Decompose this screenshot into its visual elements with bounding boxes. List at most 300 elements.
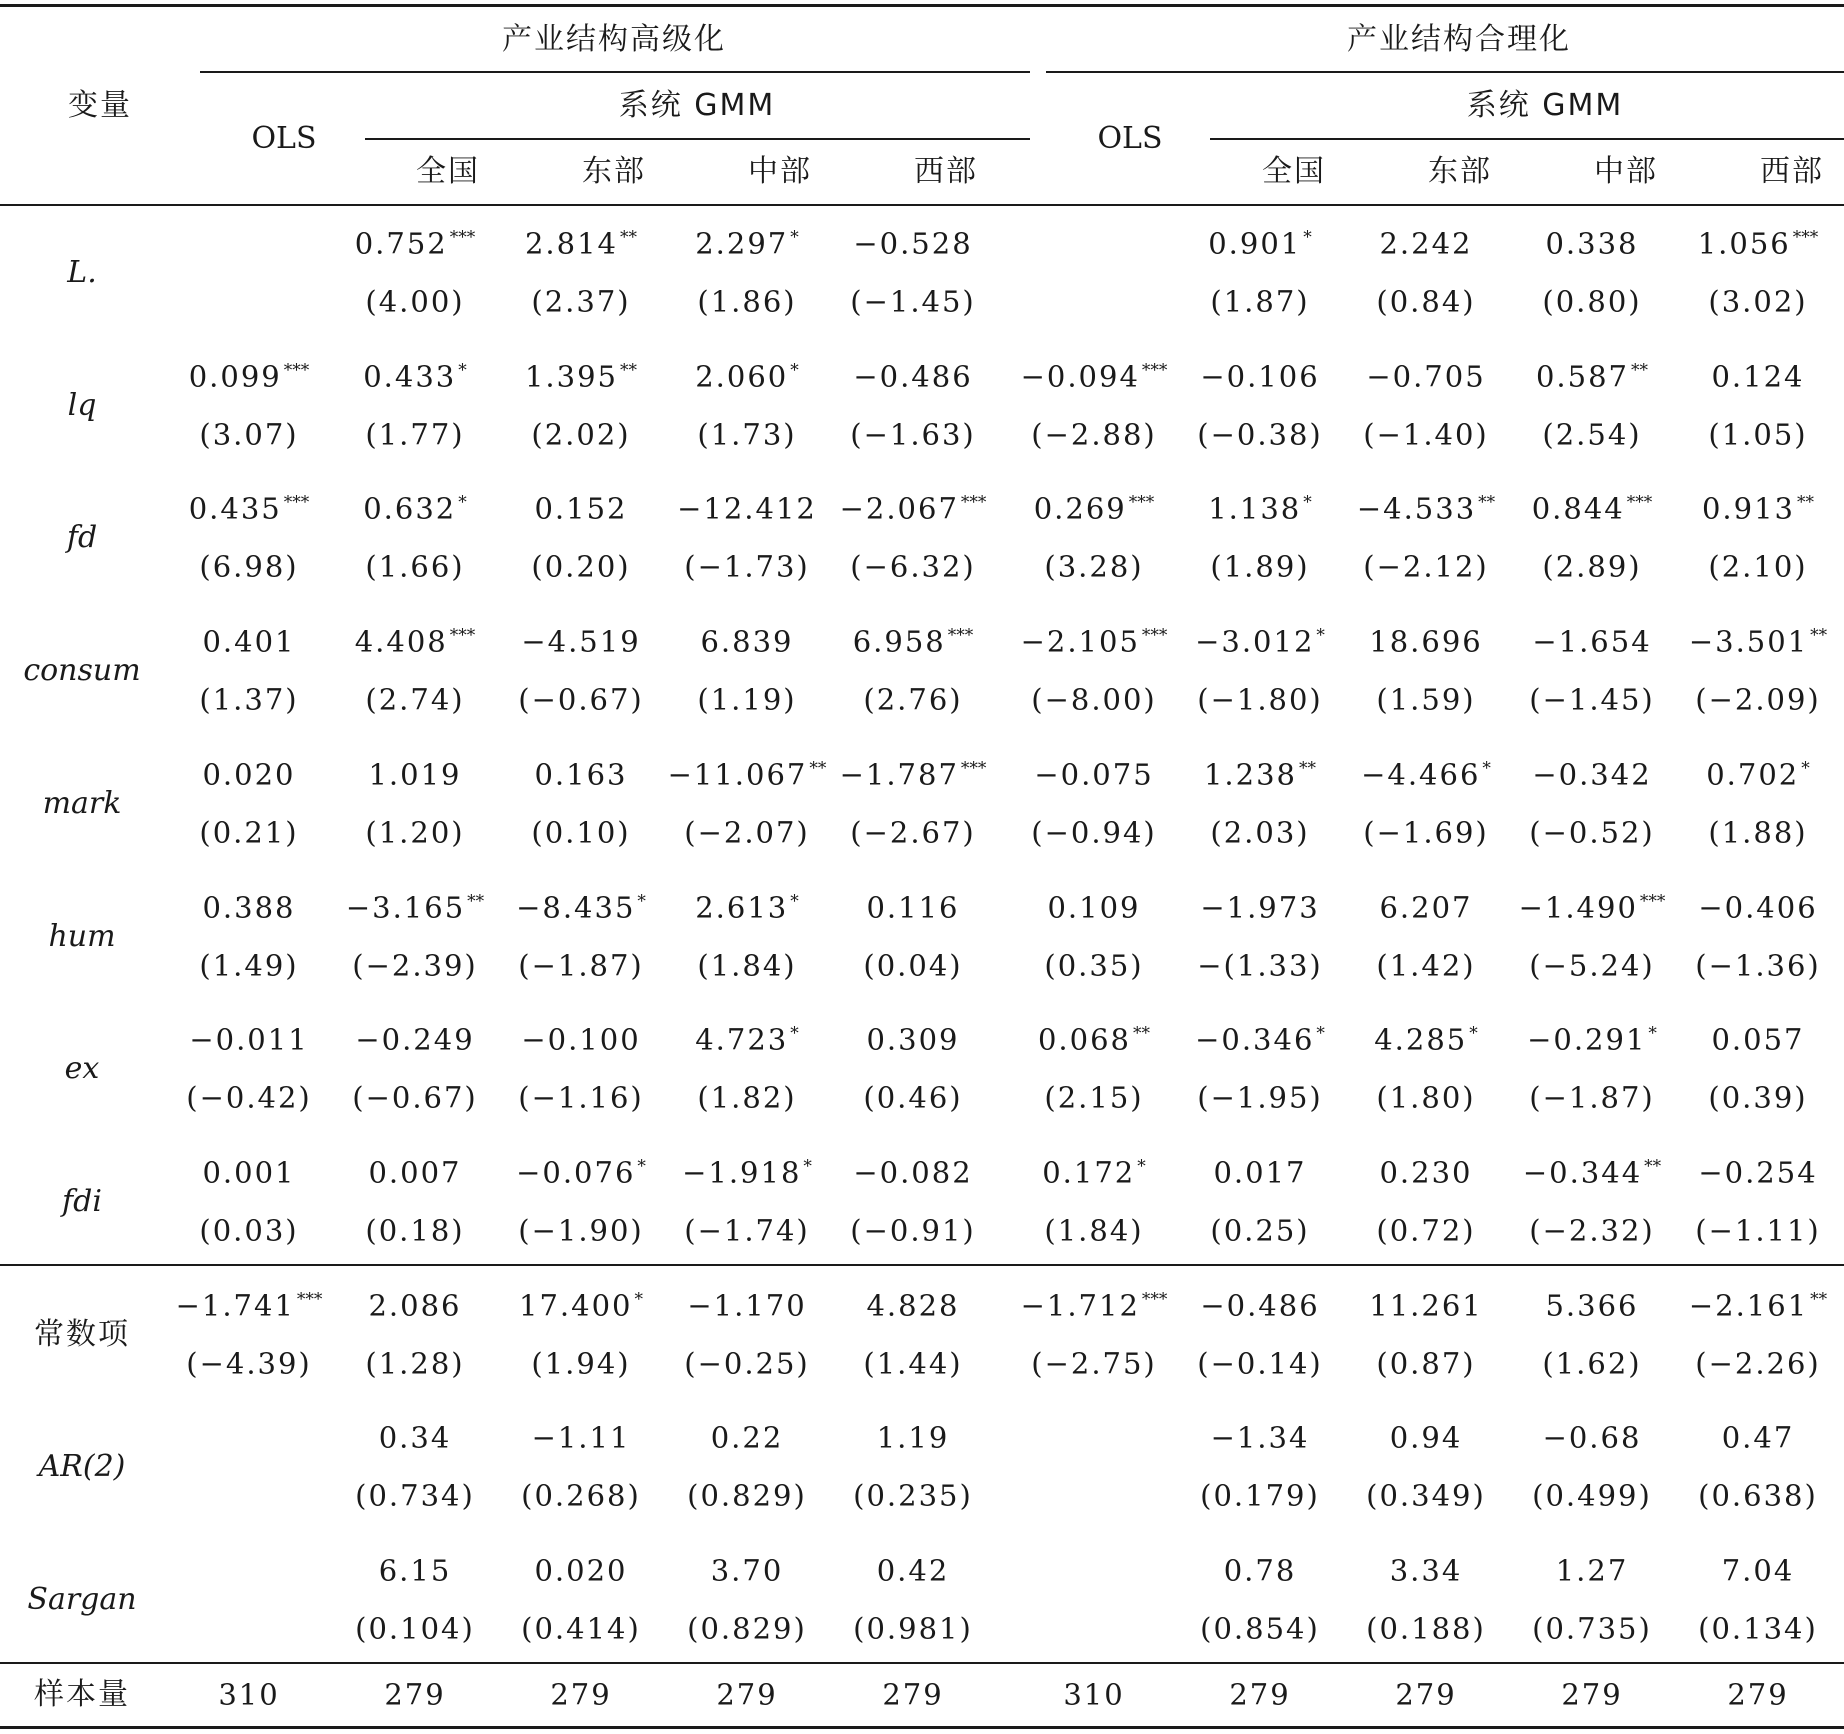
coefficient-value: −0.528 [853, 226, 973, 261]
sample-size-value: 279 [1229, 1677, 1291, 1712]
coefficient-value: 0.017 [1213, 1155, 1307, 1190]
significance-stars: ** [467, 891, 485, 911]
t-statistic-value: (0.03) [199, 1213, 299, 1248]
t-statistic-value: (−0.38) [1197, 417, 1323, 452]
coefficient-value: 1.19 [876, 1420, 950, 1455]
coefficient-value: −0.076 * [516, 1155, 646, 1190]
t-statistic-value: (−1.90) [518, 1213, 644, 1248]
header-gmm-advanced: 系统 GMM [618, 88, 776, 123]
variable-label: lq [67, 387, 97, 423]
header-region-national-a: 全国 [416, 154, 480, 189]
coefficient-value: 0.78 [1223, 1553, 1297, 1588]
coefficient-value: 2.613 * [695, 890, 799, 924]
header-gmm-rational: 系统 GMM [1466, 88, 1624, 123]
coefficient-value: −0.346 * [1195, 1022, 1325, 1057]
t-statistic-value: (−0.25) [684, 1346, 810, 1381]
t-statistic-value: (−1.16) [518, 1080, 644, 1115]
coefficient-value: 0.587 ** [1535, 359, 1649, 394]
significance-stars: * [790, 1023, 799, 1044]
t-statistic-value: (3.07) [199, 417, 299, 452]
coefficient-value: 1.138 * [1208, 491, 1312, 526]
t-statistic-value: (−0.91) [850, 1213, 976, 1248]
significance-stars: * [1482, 758, 1491, 779]
coefficient-value: 0.632 * [363, 491, 467, 526]
t-statistic-value: (1.28) [365, 1346, 465, 1381]
t-statistic-value: (−4.39) [186, 1346, 312, 1381]
coefficient-value: 0.068 ** [1037, 1022, 1151, 1057]
significance-stars: * [1316, 1023, 1325, 1044]
coefficient-value: −1.490 *** [1518, 890, 1666, 924]
header-group-advanced: 产业结构高级化 [502, 22, 726, 57]
coefficient-value: −0.342 [1532, 757, 1652, 792]
coefficient-value: 0.22 [710, 1420, 784, 1455]
coefficient-value: −4.533 ** [1356, 491, 1496, 526]
t-statistic-value: (−1.63) [850, 417, 976, 452]
significance-stars: *** [1128, 492, 1155, 513]
t-statistic-value: (4.00) [365, 284, 465, 319]
significance-stars: *** [449, 227, 476, 248]
significance-stars: * [1316, 625, 1325, 646]
t-statistic-value: (0.35) [1044, 948, 1144, 982]
header-region-east-a: 东部 [582, 154, 646, 189]
coefficient-value: 4.723 * [695, 1022, 799, 1057]
coefficient-value: −0.254 [1698, 1155, 1818, 1190]
t-statistic-value: (0.349) [1366, 1478, 1486, 1513]
t-statistic-value: (0.20) [531, 549, 631, 584]
sample-size-value: 279 [1727, 1677, 1789, 1712]
t-statistic-value: (−1.87) [1529, 1080, 1655, 1115]
t-statistic-value: (0.39) [1708, 1080, 1808, 1115]
variable-label: fd [66, 520, 98, 556]
t-statistic-value: (0.104) [355, 1611, 475, 1646]
t-statistic-value: (0.188) [1366, 1611, 1486, 1646]
t-statistic-value: (0.21) [199, 815, 299, 850]
significance-stars: * [637, 1156, 646, 1177]
coefficient-value: −0.486 [853, 359, 973, 394]
significance-stars: *** [1141, 360, 1168, 381]
significance-stars: *** [960, 758, 987, 779]
t-statistic-value: (0.829) [687, 1611, 807, 1646]
coefficient-value: −0.075 [1034, 757, 1154, 792]
t-statistic-value: (3.28) [1044, 549, 1144, 584]
t-statistic-value: (3.02) [1708, 284, 1808, 319]
t-statistic-value: (−0.67) [518, 682, 644, 717]
t-statistic-value: (−1.73) [684, 549, 810, 584]
t-statistic-value: (−0.67) [352, 1080, 478, 1115]
sample-size-value: 279 [384, 1677, 446, 1712]
t-statistic-value: (1.82) [697, 1080, 797, 1115]
t-statistic-value: (0.414) [521, 1611, 641, 1646]
coefficient-value: 0.913 ** [1701, 491, 1815, 526]
coefficient-value: 2.060 * [695, 359, 799, 394]
coefficient-value: −0.68 [1542, 1420, 1642, 1455]
t-statistic-value: (1.05) [1708, 417, 1808, 452]
coefficient-value: 0.433 * [363, 359, 467, 394]
t-statistic-value: (1.49) [199, 948, 299, 982]
sample-size-value: 279 [716, 1677, 778, 1712]
group-rule-advanced [200, 71, 1030, 73]
t-statistic-value: (0.829) [687, 1478, 807, 1513]
significance-stars: * [1303, 227, 1312, 248]
t-statistic-value: (0.179) [1200, 1478, 1320, 1513]
t-statistic-value: (1.19) [697, 682, 797, 717]
header-bottom-rule [0, 204, 1844, 206]
coefficient-value: −1.787 *** [839, 757, 987, 792]
coefficient-value: −1.170 [687, 1288, 807, 1323]
t-statistic-value: (−2.88) [1031, 417, 1157, 452]
coefficient-value: −0.249 [355, 1022, 475, 1057]
t-statistic-value: (6.98) [199, 549, 299, 584]
coefficient-value: 0.435 *** [188, 491, 310, 526]
significance-stars: ** [1299, 758, 1317, 779]
header-region-west-r: 西部 [1760, 154, 1824, 189]
header-region-east-r: 东部 [1428, 154, 1492, 189]
t-statistic-value: (1.59) [1376, 682, 1476, 717]
variable-label: 常数项 [34, 1316, 130, 1352]
coefficient-value: −3.501 ** [1688, 624, 1828, 659]
significance-stars: * [1137, 1156, 1146, 1177]
t-statistic-value: (0.134) [1698, 1611, 1818, 1646]
t-statistic-value: (0.981) [853, 1611, 973, 1646]
significance-stars: *** [947, 625, 974, 646]
coefficient-value: 0.099 *** [188, 359, 310, 394]
coefficient-value: 0.163 [534, 757, 628, 792]
t-statistic-value: (−1.40) [1363, 417, 1489, 452]
t-statistic-value: (−0.14) [1197, 1346, 1323, 1381]
t-statistic-value: (1.44) [863, 1346, 963, 1381]
t-statistic-value: (1.84) [1044, 1213, 1144, 1248]
coefficient-value: 0.020 [202, 757, 296, 792]
coefficient-value: −1.712 *** [1020, 1288, 1168, 1323]
t-statistic-value: (−1.80) [1197, 682, 1323, 717]
variable-label: AR(2) [38, 1449, 126, 1485]
variable-label: hum [48, 918, 116, 954]
bottom-rule [0, 1726, 1844, 1729]
t-statistic-value: (−1.45) [850, 284, 976, 319]
coefficient-value: 0.844 *** [1531, 491, 1653, 526]
coefficient-value: 1.019 [368, 757, 462, 792]
significance-stars: * [790, 360, 799, 381]
coefficient-value: 0.34 [378, 1420, 452, 1455]
t-statistic-value: (0.10) [531, 815, 631, 850]
significance-stars: *** [1792, 227, 1819, 248]
t-statistic-value: (−2.26) [1695, 1346, 1821, 1381]
significance-stars: * [1469, 1023, 1478, 1044]
t-statistic-value: (2.02) [531, 417, 631, 452]
coefficient-value: 0.752 *** [354, 226, 476, 261]
t-statistic-value: (−2.39) [352, 948, 478, 982]
coefficient-value: 0.94 [1389, 1420, 1463, 1455]
significance-stars: *** [1141, 1289, 1168, 1310]
t-statistic-value: (−2.67) [850, 815, 976, 850]
significance-stars: *** [283, 360, 310, 381]
coefficient-value: 2.086 [368, 1288, 462, 1323]
t-statistic-value: (1.66) [365, 549, 465, 584]
variable-label: consum [23, 653, 141, 689]
header-group-rational: 产业结构合理化 [1347, 22, 1571, 57]
group-rule-rational [1046, 71, 1844, 73]
t-statistic-value: (0.84) [1376, 284, 1476, 319]
coefficient-value: 4.408 *** [354, 624, 476, 659]
t-statistic-value: (1.80) [1376, 1080, 1476, 1115]
t-statistic-value: (−5.24) [1529, 948, 1655, 982]
coefficient-value: −4.519 [521, 624, 641, 659]
significance-stars: *** [283, 492, 310, 513]
coefficient-value: −0.486 [1200, 1288, 1320, 1323]
significance-stars: * [1801, 758, 1810, 779]
significance-stars: ** [620, 360, 638, 381]
t-statistic-value: (−1.45) [1529, 682, 1655, 717]
significance-stars: ** [1133, 1023, 1151, 1044]
sample-size-value: 310 [218, 1677, 280, 1712]
t-statistic-value: (−2.07) [684, 815, 810, 850]
coefficient-value: 0.057 [1711, 1022, 1805, 1057]
t-statistic-value: (−0.94) [1031, 815, 1157, 850]
coefficient-value: 1.27 [1555, 1553, 1629, 1588]
coefficient-value: 17.400 * [519, 1288, 643, 1323]
coefficient-value: 3.70 [710, 1553, 784, 1588]
significance-stars: *** [296, 1289, 323, 1310]
coefficient-value: −0.011 [189, 1022, 309, 1057]
coefficient-value: 0.269 *** [1033, 491, 1155, 526]
coefficient-value: 0.702 * [1706, 757, 1810, 792]
gmm-rule-advanced [365, 138, 1030, 140]
significance-stars: * [1303, 492, 1312, 513]
t-statistic-value: (1.87) [1210, 284, 1310, 319]
coefficient-value: 0.388 [202, 890, 296, 924]
header-region-central-r: 中部 [1594, 154, 1658, 189]
gmm-rule-rational [1210, 138, 1844, 140]
coefficient-value: 6.207 [1379, 890, 1473, 924]
significance-stars: * [803, 1156, 812, 1177]
t-statistic-value: (0.499) [1532, 1478, 1652, 1513]
variable-label: fdi [62, 1183, 102, 1219]
significance-stars: ** [809, 758, 827, 779]
t-statistic-value: (−1.36) [1695, 948, 1821, 982]
t-statistic-value: (−1.95) [1197, 1080, 1323, 1115]
coefficient-value: 0.230 [1379, 1155, 1473, 1190]
significance-stars: *** [960, 492, 987, 513]
coefficient-value: 0.152 [534, 491, 628, 526]
t-statistic-value: (1.73) [697, 417, 797, 452]
t-statistic-value: (2.15) [1044, 1080, 1144, 1115]
significance-stars: *** [1639, 891, 1666, 911]
t-statistic-value: (0.638) [1698, 1478, 1818, 1513]
header-ols-rational: OLS [1097, 121, 1163, 156]
t-statistic-value: (0.80) [1542, 284, 1642, 319]
coefficient-value: 2.242 [1379, 226, 1473, 261]
coefficient-value: 0.309 [866, 1022, 960, 1057]
t-statistic-value: (−6.32) [850, 549, 976, 584]
coefficient-value: −3.165 ** [345, 890, 485, 924]
diagnostics-bottom-rule [0, 1662, 1844, 1664]
t-statistic-value: (1.88) [1708, 815, 1808, 850]
t-statistic-value: (−2.09) [1695, 682, 1821, 717]
variable-label: L. [67, 255, 97, 290]
significance-stars: ** [620, 227, 638, 248]
coefficient-value: −4.466 * [1361, 757, 1491, 792]
t-statistic-value: (0.87) [1376, 1346, 1476, 1381]
coefficient-value: 1.056 *** [1697, 226, 1819, 261]
coefficient-value: 11.261 [1369, 1288, 1483, 1323]
coefficient-value: −1.918 * [682, 1155, 812, 1190]
t-statistic-value: (0.734) [355, 1478, 475, 1513]
coefficient-value: 4.828 [866, 1288, 960, 1323]
t-statistic-value: (1.77) [365, 417, 465, 452]
t-statistic-value: (1.86) [697, 284, 797, 319]
header-variable: 变量 [68, 88, 132, 123]
coefficient-value: 0.172 * [1042, 1155, 1146, 1190]
t-statistic-value: (2.10) [1708, 549, 1808, 584]
header-ols-advanced: OLS [251, 121, 317, 156]
coefficient-value: 2.814 ** [524, 226, 638, 261]
t-statistic-value: (2.54) [1542, 417, 1642, 452]
t-statistic-value: (−1.74) [684, 1213, 810, 1248]
significance-stars: * [458, 360, 467, 381]
coefficient-value: 2.297 * [695, 226, 799, 261]
coefficient-value: −3.012 * [1195, 624, 1325, 659]
coefficient-value: −11.067 ** [667, 757, 827, 792]
variable-label: mark [42, 785, 122, 821]
coefficient-value: −1.654 [1532, 624, 1652, 659]
coefficient-value: −1.741 *** [175, 1288, 323, 1323]
coefficient-value: −0.344 ** [1522, 1155, 1662, 1190]
sample-size-label: 样本量 [34, 1677, 130, 1712]
t-statistic-value: (−2.32) [1529, 1213, 1655, 1248]
variable-label: Sargan [27, 1582, 137, 1617]
header-region-west-a: 西部 [914, 154, 978, 189]
coefficient-value: −12.412 [677, 491, 817, 526]
t-statistic-value: (2.03) [1210, 815, 1310, 850]
t-statistic-value: (0.735) [1532, 1611, 1652, 1646]
t-statistic-value: (1.84) [697, 948, 797, 982]
sample-size-value: 310 [1063, 1677, 1125, 1712]
coefficient-value: 6.958 *** [852, 624, 974, 659]
t-statistic-value: (−0.52) [1529, 815, 1655, 850]
t-statistic-value: (1.20) [365, 815, 465, 850]
significance-stars: ** [1478, 492, 1496, 513]
coefficient-value: 1.238 ** [1203, 757, 1317, 792]
t-statistic-value: (1.62) [1542, 1346, 1642, 1381]
t-statistic-value: (2.89) [1542, 549, 1642, 584]
significance-stars: ** [1797, 492, 1815, 513]
coefficient-value: −0.100 [521, 1022, 641, 1057]
coefficient-value: 7.04 [1721, 1553, 1795, 1588]
significance-stars: *** [1141, 625, 1168, 646]
t-statistic-value: (0.18) [365, 1213, 465, 1248]
significance-stars: * [790, 891, 799, 911]
coefficient-value: −8.435 * [516, 890, 646, 924]
coefficient-value: 5.366 [1545, 1288, 1639, 1323]
t-statistic-value: (−1.69) [1363, 815, 1489, 850]
significance-stars: ** [1631, 360, 1649, 381]
coefficient-value: 6.15 [378, 1553, 452, 1588]
significance-stars: ** [1810, 1289, 1828, 1310]
t-statistic-value: (0.268) [521, 1478, 641, 1513]
sample-size-value: 279 [882, 1677, 944, 1712]
significance-stars: * [458, 492, 467, 513]
coefficient-value: 0.901 * [1208, 226, 1312, 261]
significance-stars: * [634, 1289, 643, 1310]
t-statistic-value: (1.42) [1376, 948, 1476, 982]
t-statistic-value: (−0.42) [186, 1080, 312, 1115]
t-statistic-value: (2.76) [863, 682, 963, 717]
coefficient-value: −0.705 [1366, 359, 1486, 394]
sample-size-value: 279 [1395, 1677, 1457, 1712]
variable-label: ex [64, 1051, 100, 1087]
sample-size-value: 279 [1561, 1677, 1623, 1712]
coefficient-value: 0.338 [1545, 226, 1639, 261]
top-rule [0, 4, 1844, 7]
significance-stars: * [1648, 1023, 1657, 1044]
coefficient-value: 0.109 [1047, 890, 1141, 924]
variables-bottom-rule [0, 1264, 1844, 1266]
t-statistic-value: (0.25) [1210, 1213, 1310, 1248]
t-statistic-value: (2.37) [531, 284, 631, 319]
coefficient-value: 0.47 [1721, 1420, 1795, 1455]
coefficient-value: −1.34 [1210, 1420, 1310, 1455]
significance-stars: * [637, 891, 646, 911]
t-statistic-value: (2.74) [365, 682, 465, 717]
significance-stars: * [790, 227, 799, 248]
coefficient-value: −0.106 [1200, 359, 1320, 394]
t-statistic-value: (−8.00) [1031, 682, 1157, 717]
t-statistic-value: (0.854) [1200, 1611, 1320, 1646]
t-statistic-value: (0.72) [1376, 1213, 1476, 1248]
t-statistic-value: (0.235) [853, 1478, 973, 1513]
sample-size-value: 279 [550, 1677, 612, 1712]
t-statistic-value: −(1.33) [1197, 948, 1323, 982]
header-region-central-a: 中部 [748, 154, 812, 189]
coefficient-value: 0.401 [202, 624, 296, 659]
coefficient-value: −2.067 *** [839, 491, 987, 526]
coefficient-value: 0.116 [866, 890, 960, 924]
coefficient-value: 0.020 [534, 1553, 628, 1588]
t-statistic-value: (0.04) [863, 948, 963, 982]
t-statistic-value: (−1.87) [518, 948, 644, 982]
coefficient-value: −0.406 [1698, 890, 1818, 924]
t-statistic-value: (1.94) [531, 1346, 631, 1381]
t-statistic-value: (0.46) [863, 1080, 963, 1115]
t-statistic-value: (1.89) [1210, 549, 1310, 584]
coefficient-value: 18.696 [1369, 624, 1483, 659]
coefficient-value: −1.11 [531, 1420, 631, 1455]
significance-stars: *** [1626, 492, 1653, 513]
coefficient-value: 0.42 [876, 1553, 950, 1588]
t-statistic-value: (−2.75) [1031, 1346, 1157, 1381]
coefficient-value: 6.839 [700, 624, 794, 659]
coefficient-value: 0.124 [1711, 359, 1805, 394]
coefficient-value: −2.105 *** [1020, 624, 1168, 659]
coefficient-value: 0.001 [202, 1155, 296, 1190]
significance-stars: ** [1644, 1156, 1662, 1177]
header-region-national-r: 全国 [1262, 154, 1326, 189]
coefficient-value: −2.161 ** [1688, 1288, 1828, 1323]
coefficient-value: 4.285 * [1374, 1022, 1478, 1057]
coefficient-value: 0.007 [368, 1155, 462, 1190]
t-statistic-value: (−2.12) [1363, 549, 1489, 584]
t-statistic-value: (−1.11) [1695, 1213, 1821, 1248]
coefficient-value: −1.973 [1200, 890, 1320, 924]
t-statistic-value: (1.37) [199, 682, 299, 717]
coefficient-value: −0.291 * [1527, 1022, 1657, 1057]
coefficient-value: 3.34 [1389, 1553, 1463, 1588]
significance-stars: *** [449, 625, 476, 646]
coefficient-value: −0.094 *** [1020, 359, 1168, 394]
significance-stars: ** [1810, 625, 1828, 646]
coefficient-value: −0.082 [853, 1155, 973, 1190]
coefficient-value: 1.395 ** [524, 359, 638, 394]
